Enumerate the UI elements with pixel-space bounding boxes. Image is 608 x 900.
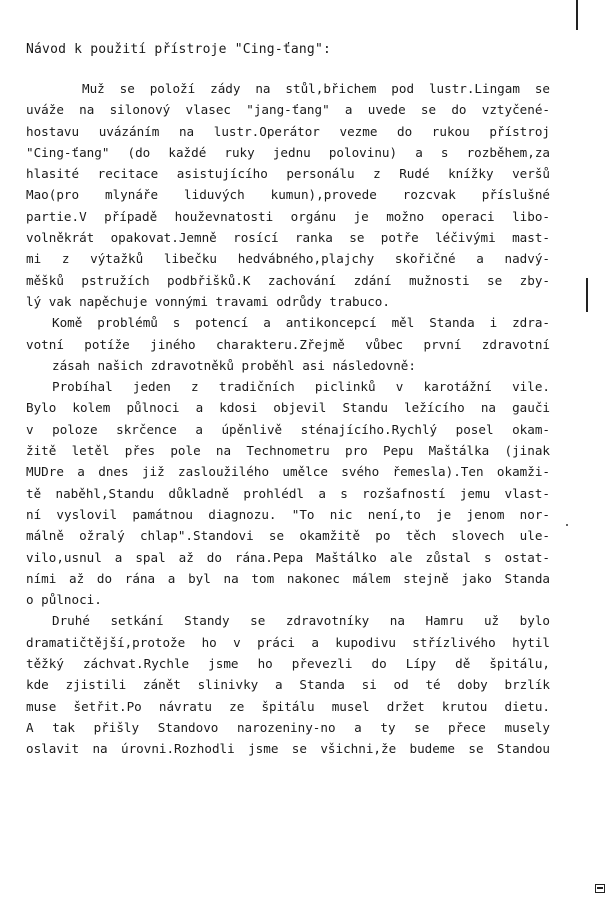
text-line: Probíhal jeden z tradičních piclinků v karotážní vile. <box>52 379 550 395</box>
margin-rule <box>586 278 588 312</box>
text-line: partie.V případě houževnatosti orgánu je možno operaci libo- <box>26 208 550 224</box>
page-corner-icon <box>595 884 605 893</box>
text-line: Komě problémů s potencí a antikoncepcí měl Standa i zdra- <box>52 315 550 331</box>
scan-speck <box>566 524 568 526</box>
text-line: votní potíže jiného charakteru.Zřejmě vůbec první zdravotní <box>26 336 550 352</box>
text-line: Druhé setkání Standy se zdravotníky na Hamru už bylo <box>52 613 550 629</box>
text-line: vilo,usnul a spal až do rána.Pepa Maštálko ale zůstal s ostat- <box>26 549 550 565</box>
text-line: A tak přišly Standovo narozeniny-no a ty se přece musely <box>26 719 550 735</box>
text-line: zásah našich zdravotněků proběhl asi následovně: <box>52 357 416 373</box>
margin-rule <box>576 0 578 30</box>
text-line: volněkrát opakovat.Jemně rosící ranka se potře léčivými mast- <box>26 230 550 246</box>
text-line: žitě letěl přes pole na Technometru pro Pepu Maštálka (jinak <box>26 443 550 459</box>
text-line: málně ožralý chlap".Standovi se okamžitě po těch slovech ule- <box>26 528 550 544</box>
text-line: oslavit na úrovni.Rozhodli jsme se všichni,že budeme se Standou <box>26 741 550 757</box>
text-line: ní vyslovil památnou diagnozu. "To nic není,to je jenom nor- <box>26 506 550 522</box>
text-line: dramatičtější,protože ho v práci a kupodivu střízlivého hytil <box>26 634 550 650</box>
text-line: těžký záchvat.Rychle jsme ho převezli do Lípy dě špitálu, <box>26 656 550 672</box>
text-line: muse šetřit.Po návratu ze špitálu musel držet krutou dietu. <box>26 698 550 714</box>
text-line: měšků pstružích podbřišků.K zachování zdání mužnosti se zby- <box>26 272 550 288</box>
text-line: Muž se položí zády na stůl,břichem pod lustr.Lingam se <box>82 81 550 96</box>
text-line: kde zjistili zánět slinivky a Standa si od té doby brzlík <box>26 677 550 693</box>
text-line: MUDre a dnes již zasloužilého umělce svého řemesla).Ten okamži- <box>26 464 550 480</box>
text-line: o půlnoci. <box>26 592 102 608</box>
text-line: mi z výtažků libečku hedvábného,plajchy skořičné a nadvý- <box>26 251 550 267</box>
document-body <box>26 78 550 760</box>
text-line: v poloze skrčence a úpěnlivě sténajícího.Rychlý posel okam- <box>26 421 550 437</box>
text-line: uváže na silonový vlasec "jang-ťang" a uvede se do vztyčené- <box>26 102 550 118</box>
text-line: Bylo kolem půlnoci a kdosi objevil Standu ležícího na gauči <box>26 400 550 416</box>
text-line: lý vak napěchuje vonnými travami odrůdy trabuco. <box>26 293 390 309</box>
text-line: tě naběhl,Standu důkladně prohlédl a s rozšafností jemu vlast- <box>26 485 550 501</box>
document-title: Návod k použití přístroje "Cing-ťang": <box>26 42 332 57</box>
text-line: "Cing-ťang" (do každé ruky jednu polovinu) a s rozběhem,za <box>26 144 550 160</box>
text-line: hlasité recitace asistujícího personálu z Rudé knížky veršů <box>26 166 550 182</box>
text-line: ními až do rána a byl na tom nakonec málem stejně jako Standa <box>26 570 550 586</box>
text-line: hostavu uvázáním na lustr.Operátor vezme do rukou přístroj <box>26 123 550 139</box>
text-line: Mao(pro mlynáře liduvých kumun),provede rozcvak příslušné <box>26 187 550 203</box>
